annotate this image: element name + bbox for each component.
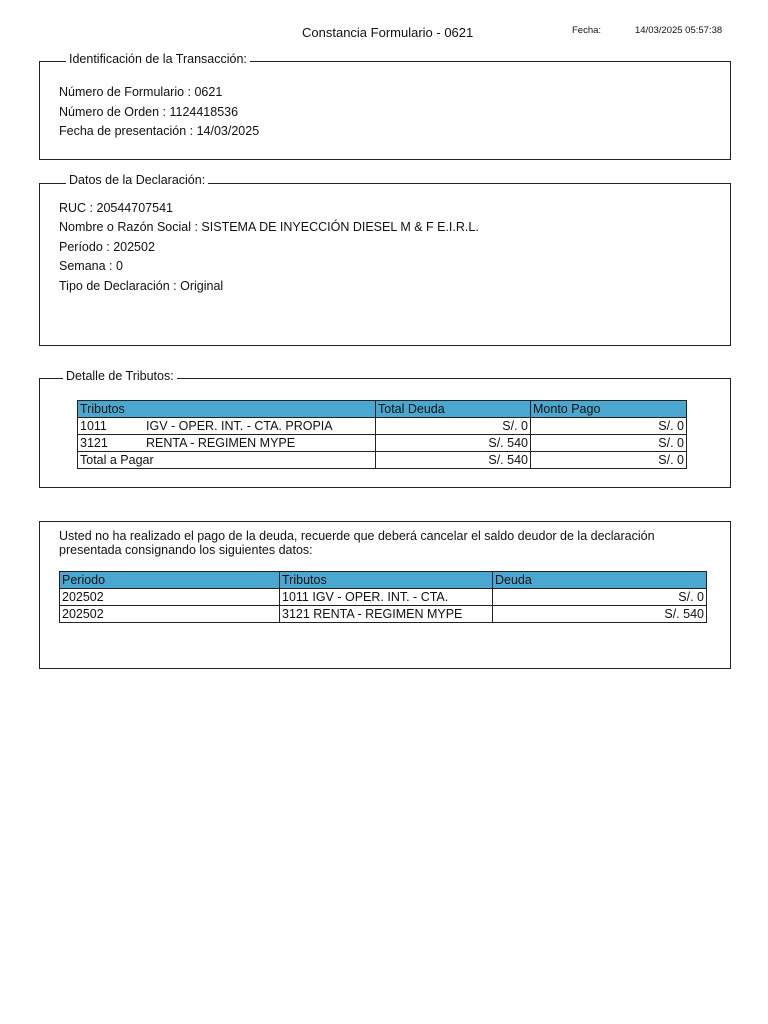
tax-cell: 1011 IGV - OPER. INT. - CTA.	[280, 589, 493, 606]
form-number: Número de Formulario : 0621	[59, 85, 223, 99]
period-cell: 202502	[60, 589, 280, 606]
tax-code: 3121	[80, 435, 108, 450]
payment-amount: S/. 0	[531, 452, 687, 469]
order-number: Número de Orden : 1124418536	[59, 105, 239, 119]
taxes-section-legend: Detalle de Tributos:	[63, 369, 177, 383]
transaction-section-legend: Identificación de la Transacción:	[66, 52, 250, 66]
submission-date: Fecha de presentación : 14/03/2025	[59, 124, 260, 138]
period: Período : 202502	[59, 240, 155, 254]
column-header: Tributos	[78, 401, 376, 418]
total-debt: S/. 540	[376, 435, 531, 452]
business-name: Nombre o Razón Social : SISTEMA DE INYECCIÓN DIESEL M & F E.I.R.L.	[59, 220, 479, 234]
payment-amount: S/. 0	[531, 435, 687, 452]
declaration-type: Tipo de Declaración : Original	[59, 279, 224, 293]
tax-cell: 3121 RENTA - REGIMEN MYPE	[280, 606, 493, 623]
payment-amount: S/. 0	[531, 418, 687, 435]
total-label: Total a Pagar	[78, 452, 376, 469]
taxes-table-header	[78, 401, 687, 418]
column-header: Periodo	[60, 572, 280, 589]
ruc: RUC : 20544707541	[59, 201, 173, 215]
period-cell: 202502	[60, 606, 280, 623]
pending-table	[59, 571, 707, 623]
declaration-section-legend: Datos de la Declaración:	[66, 173, 208, 187]
week: Semana : 0	[59, 259, 123, 273]
total-debt: S/. 0	[376, 418, 531, 435]
tax-description: IGV - OPER. INT. - CTA. PROPIA	[146, 418, 333, 433]
total-row	[78, 452, 687, 469]
tax-cell	[78, 435, 376, 452]
document-title: Constancia Formulario - 0621	[302, 25, 474, 40]
table-row	[60, 589, 707, 606]
tax-description: RENTA - REGIMEN MYPE	[146, 435, 296, 450]
column-header: Monto Pago	[531, 401, 687, 418]
debt-cell: S/. 0	[493, 589, 707, 606]
tax-code: 1011	[80, 418, 107, 433]
total-debt: S/. 540	[376, 452, 531, 469]
table-row	[78, 435, 687, 452]
date-label: Fecha:	[572, 25, 602, 36]
column-header: Deuda	[493, 572, 707, 589]
column-header: Total Deuda	[376, 401, 531, 418]
pending-table-header	[60, 572, 707, 589]
tax-cell	[78, 418, 376, 435]
column-header: Tributos	[280, 572, 493, 589]
date-value: 14/03/2025 05:57:38	[635, 25, 723, 36]
taxes-table	[77, 400, 687, 469]
table-row	[78, 418, 687, 435]
table-row	[60, 606, 707, 623]
pending-payment-message: Usted no ha realizado el pago de la deuda, recuerde que deberá cancelar el saldo deudor de la declaración presentada consignando los siguientes datos:	[59, 529, 655, 557]
debt-cell: S/. 540	[493, 606, 707, 623]
